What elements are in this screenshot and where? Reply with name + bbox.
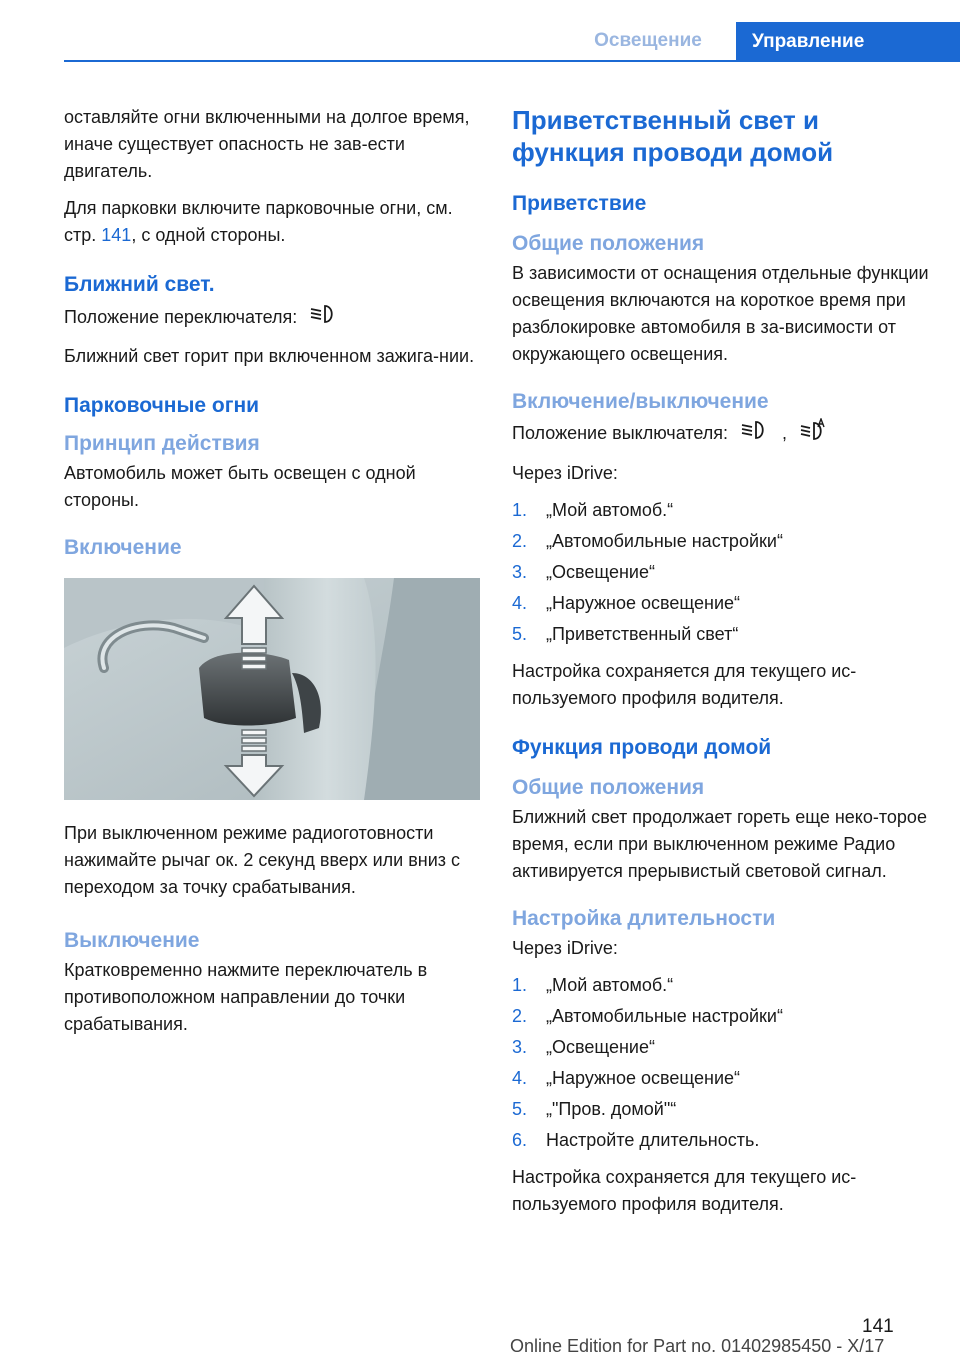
low-beam-icon [739,419,769,449]
page-header [0,0,960,62]
list-item: 6. Настройте длительность. [512,1130,760,1150]
list-item: 5. „"Пров. домой"“ [512,1099,677,1119]
on-off-switch-position: Положение выключателя: , [512,418,930,450]
menu-path-list-1 [512,497,930,648]
heading-welcome: Приветствие [512,192,647,215]
left-column [64,104,480,1048]
heading-parking-lights: Парковочные огни [64,394,260,417]
low-beam-switch-position: Положение переключателя: [64,303,480,333]
auto-headlight-icon [798,418,828,450]
turn-signal-lever-photo [64,578,480,800]
heading-switch-on: Включение [64,536,182,559]
list-item: 3. „Освещение“ [512,1037,655,1057]
page-reference-link[interactable]: 141 [101,225,132,245]
principle-description: Автомобиль может быть освещен с одной стороны. [64,463,416,510]
heading-general-2: Общие положения [512,776,705,799]
list-item: 4. „Наружное освещение“ [512,1068,741,1088]
list-item: 3. „Освещение“ [512,562,655,582]
header-rule [64,60,960,62]
header-section-label: Освещение [594,30,702,51]
switch-on-description: При выключенном режиме радиоготовности нажимайте рычаг ок. 2 секунд вверх или вниз с переходом за точку срабатывания. [64,823,461,897]
saved-profile-note-1: Настройка сохраняется для текущего ис-пользуемого профиля водителя. [512,661,857,708]
right-column [512,104,930,1228]
paragraph-parking-ref: Для парковки включите парковочные огни, см. стр. 141, с одной стороны. [64,198,453,245]
menu-path-list-2 [512,972,930,1154]
heading-principle: Принцип действия [64,432,260,455]
heading-general-1: Общие положения [512,232,705,255]
idrive-label-2: Через iDrive: [512,938,618,958]
heading-low-beam: Ближний свет. [64,273,215,296]
header-chapter-tab: Управление [736,22,960,62]
list-item: 2. „Автомобильные настройки“ [512,531,783,551]
list-item: 5. „Приветственный свет“ [512,624,739,644]
list-item: 1. „Мой автомоб.“ [512,500,674,520]
saved-profile-note-2: Настройка сохраняется для текущего ис-пользуемого профиля водителя. [512,1167,857,1214]
heading-duration: Настройка длительности [512,907,776,930]
low-beam-description: Ближний свет горит при включенном зажига-нии. [64,346,475,366]
page-number: 141 [862,1316,894,1337]
low-beam-icon [308,303,338,333]
paragraph-engine-warning: оставляйте огни включенными на долгое время, иначе существует опасность не зав-ести двигатель. [64,107,470,181]
list-item: 4. „Наружное освещение“ [512,593,741,613]
list-item: 1. „Мой автомоб.“ [512,975,674,995]
heading-switch-off: Выключение [64,929,200,952]
heading-follow-me-home: Функция проводи домой [512,736,772,759]
idrive-label-1: Через iDrive: [512,463,618,483]
switch-off-description: Кратковременно нажмите переключатель в противоположном направлении до точки срабатывания. [64,960,428,1034]
section-title-welcome-home: Приветственный свет и функция проводи домой [512,105,834,167]
heading-on-off: Включение/выключение [512,390,769,413]
list-item: 2. „Автомобильные настройки“ [512,1006,783,1026]
edition-note: Online Edition for Part no. 01402985450 - X/17 [510,1336,885,1356]
general-2-description: Ближний свет продолжает гореть еще неко-торое время, если при выключенном режиме Радио активируется прерывистый световой сигнал. [512,807,927,881]
general-1-description: В зависимости от оснащения отдельные функции освещения включаются на короткое время при разблокировке автомобиля в за-висимости от окружающего освещения. [512,263,929,364]
